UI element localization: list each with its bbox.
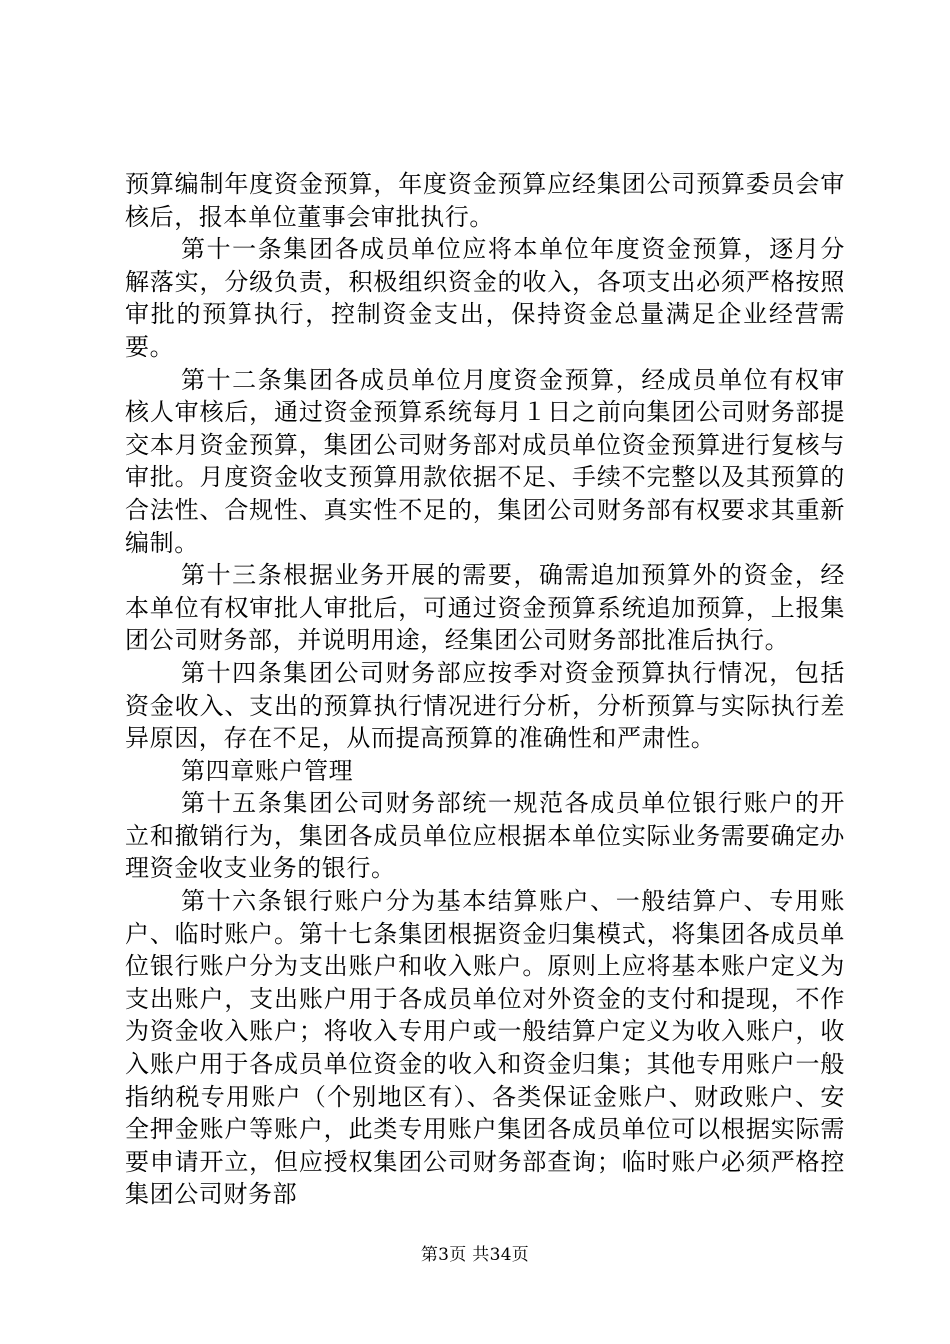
paragraph-article-13: 第十三条根据业务开展的需要，确需追加预算外的资金，经本单位有权审批人审批后，可通过资金预算系统追加预算，上报集团公司财务部，并说明用途，经集团公司财务部批准后执行。 xyxy=(125,561,845,655)
document-body xyxy=(125,168,845,1211)
paragraph-0: 预算编制年度资金预算，年度资金预算应经集团公司预算委员会审核后，报本单位董事会审批执行。 xyxy=(125,170,845,231)
paragraph-article-11: 第十一条集团各成员单位应将本单位年度资金预算，逐月分解落实，分级负责，积极组织资金的收入，各项支出必须严格按照审批的预算执行，控制资金支出，保持资金总量满足企业经营需要。 xyxy=(125,235,845,361)
paragraph-article-15: 第十五条集团公司财务部统一规范各成员单位银行账户的开立和撤销行为，集团各成员单位应根据本单位实际业务需要确定办理资金收支业务的银行。 xyxy=(125,789,845,883)
page-footer xyxy=(0,1240,950,1265)
paragraph-article-12: 第十二条集团各成员单位月度资金预算，经成员单位有权审核人审核后，通过资金预算系统每月１日之前向集团公司财务部提交本月资金预算，集团公司财务部对成员单位资金预算进行复核与审批。月度资金收支预算用款依据不足、手续不完整以及其预算的合法性、合规性、真实性不足的，集团公司财务部有权要求其重新编制。 xyxy=(125,365,845,557)
page-number-label: 第3页 共34页 xyxy=(420,1245,530,1265)
paragraph-article-16: 第十六条银行账户分为基本结算账户、一般结算户、专用账户、临时账户。第十七条集团根据资金归集模式，将集团各成员单位银行账户分为支出账户和收入账户。原则上应将基本账户定义为支出账户，支出账户用于各成员单位对外资金的支付和提现，不作为资金收入账户；将收入专用户或一般结算户定义为收入账户，收入账户用于各成员单位资金的收入和资金归集；其他专用账户一般指纳税专用账户（个别地区有）、各类保证金账户、财政账户、安全押金账户等账户，此类专用账户集团各成员单位可以根据实际需要申请开立，但应授权集团公司财务部查询；临时账户必须严格控集团公司财务部 xyxy=(125,887,845,1209)
chapter-heading: 第四章账户管理 xyxy=(181,756,354,785)
paragraph-article-14: 第十四条集团公司财务部应按季对资金预算执行情况，包括资金收入、支出的预算执行情况进行分析，分析预算与实际执行差异原因，存在不足，从而提高预算的准确性和严肃性。 xyxy=(125,658,845,753)
